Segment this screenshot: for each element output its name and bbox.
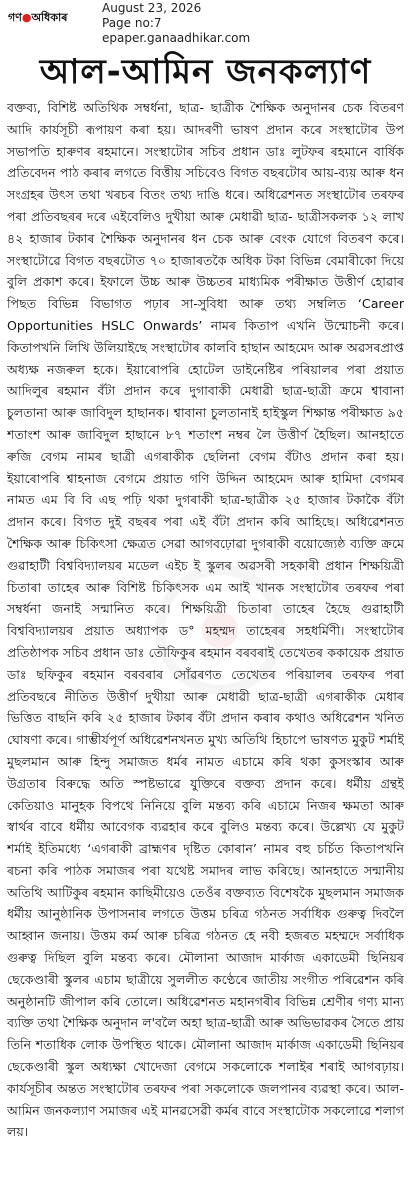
logo-text-right: অধিকাৰ	[31, 11, 68, 24]
edition-meta	[102, 1, 250, 46]
page-number: Page no:7	[102, 16, 162, 30]
article-body	[7, 97, 404, 1189]
epaper-url[interactable]: epaper.ganaadhikar.com	[102, 31, 251, 45]
logo-text-left: গণ	[8, 11, 22, 24]
masthead	[0, 0, 411, 48]
edition-date: August 23, 2026	[102, 1, 202, 15]
newspaper-logo	[8, 9, 67, 28]
logo-dot-icon: ●	[21, 11, 32, 24]
article-paragraph: বক্তব্য, বিশিষ্ট অতিথিক সম্বৰ্ধনা, ছাত্ৰ- ছাত্ৰীক শৈক্ষিক অনুদানৰ চেক বিতৰণ আদি কাৰ্যসূচী ৰূপায়ণ কৰা হয়। আদৰণী ভাষণ প্ৰদান কৰে সংস্থাটোৰ উপ সভাপতি হাৰুণৰ ৰহমানে। সংস্থাটোৰ সচিব প্ৰধান ডাঃ লুটফৰ ৰহমানে বাৰ্ষিক প্ৰতিবেদন পাঠ কৰাৰ লগতে বিত্তীয় সচিবেও বিগত বছৰটোৰ আয়-ব্যয় আৰু ধন সংগ্ৰহৰ উৎস তথা খৰচৰ বিতং তথ্য দাঙি ধৰে। অধিৱেশনত সংস্থাটোৰ তৰফৰ পৰা প্ৰতিবছৰৰ দৰে এইবেলিও দুখীয়া আৰু মেধাৱী ছাত্ৰ- ছাত্ৰীসকলক ১২ লাখ ৪২ হাজাৰ টকাৰ শৈক্ষিক অনুদানৰ ধন চেক আৰু বেংক যোগে বিতৰণ কৰে। সংস্থাটোৱে বিগত বছৰটোত ৭০ হাজাৰতকৈ অধিক টকা বিভিন্ন বেমাৰীকো দিয়ে বুলি প্ৰকাশ কৰে। ইফালে উচ্চ আৰু উচ্চতৰ মাধ্যমিক পৰীক্ষাত উত্তীৰ্ণ হোৱাৰ পিছত বিভিন্ন বিভাগত পঢ়াৰ সা-সুবিধা আৰু তথ্য সম্বলিত ‘Career Opportunities HSLC Onwards’ নামৰ কিতাপ এখনি উন্মোচনী কৰে। কিতাপখনি লিখি উলিয়াইছে সংস্থাটোৰ কালবি হাছান আহমেদ আৰু অৱসৰপ্ৰাপ্ত অধ্যক্ষ নজৰুল হকে। ইয়াৰোপৰি হোটেল ডাইনেষ্টিৰ পৰিয়ালৰ পৰা প্ৰয়াত আদিলুৰ ৰহমান বঁটা প্ৰদান কৰে দুগাবাকী মেধাৱী ছাত্ৰ-ছাত্ৰী ক্ৰমে শ্বাবানা চুলতানা আৰু জাবিদুল হাছানক। শ্বাবানা চুলতানাই হাইস্কুল শিক্ষান্ত পৰীক্ষাত ৯৫ শতাংশ আৰু জাবিদুল হাছানে ৮৭ শতাংশ নম্বৰ লৈ উত্তীৰ্ণ হৈছিল। আনহাতে ৰুজি বেগম নামৰ ছাত্ৰী এগৰাকীক ছেলিনা বেগম বঁটাও প্ৰদান কৰা হয়। ইয়াৰোপৰি শ্বাহনাজ বেগমে প্ৰয়াত গণি উদ্দিন আহমেদ আৰু হামিদা বেগমৰ নামত এম বি বি এছ পঢ়ি থকা দুগৰাকী ছাত্ৰ-ছাত্ৰীক ২৫ হাজাৰ টকাকৈ বঁটা প্ৰদান কৰে। বিগত দুই বছৰৰ পৰা এই বঁটা প্ৰদান কৰি আহিছে। অধিৱেশনত শৈক্ষিক আৰু চিকিৎসা ক্ষেত্ৰত সেৱা আগবঢ়োৱা দুগৰাকী বয়োজ্যেষ্ঠ ব্যক্তি ক্ৰমে গুৱাহাটী বিশ্ববিদ্যালয়ৰ মডেল এইচ ই স্কুলৰ অৱসৰী সহকাৰী প্ৰধান শিক্ষয়িত্ৰী চিতাৰা তাহেৰ আৰু বিশিষ্ট চিকিৎসক এম আই খানক সংস্থাটোৰ তৰফৰ পৰা সম্বৰ্ধনা জনাই সন্মানিত কৰে। শিক্ষয়িত্ৰী চিতাৰা তাহেৰ হৈছে গুৱাহাটী বিশ্ববিদ্যালয়ৰ প্ৰয়াত অধ্যাপক ড° মহম্মদ তাহেৰৰ সহধৰ্মিণী। সংস্থাটোৰ প্ৰতিষ্ঠাপক সচিব প্ৰধান ডাঃ তৌফিকুৰ ৰহমান বৰবৰাই তেখেতৰ ককায়েক প্ৰয়াত ডাঃ ছফিকুৰ ৰহমান বৰবৰাৰ সোঁৱৰণত তেখেতৰ পৰিয়ালৰ তৰফৰ পৰা প্ৰতিবছৰে নীতিত উত্তীৰ্ণ দুখীয়া আৰু মেধাৱী ছাত্ৰ-ছাত্ৰী এগৰাকীক মেধাৰ ভিত্তিত বাছনি কৰি ২৫ হাজাৰ টকাৰ বঁটা প্ৰদান কৰাৰ কথাও অধিৱেশন খনিত ঘোষণা কৰে। গাম্ভীৰ্যপূৰ্ণ অধিৱেশনখনত মুখ্য অতিথি হিচাপে ভাষণত মুকুট শৰ্মাই মুছলমান আৰু হিন্দু সমাজত ধৰ্মৰ নামত এচামে কৰি থকা কুসংস্কাৰ আৰু উগ্ৰতাৰ বিৰুদ্ধে অতি স্পষ্টভাৱে যুক্তিৰে বক্তব্য প্ৰদান কৰে। ধৰ্মীয় গ্ৰন্থই কেতিয়াও মানুহক বিপথে নিনিয়ে বুলি মন্তব্য কৰি এচামে নিজৰ ক্ষমতা আৰু স্বাৰ্থৰ বাবে ধৰ্মীয় আবেগক ব্যৱহাৰ কৰে বুলিও মন্তব্য কৰে। উল্লেখ্য যে মুকুট শৰ্মাই ইতিমধ্যে ‘এগৰাকী ব্ৰাহ্মণৰ দৃষ্টিত কোৰান’ নামৰ বহু চৰ্চিত কিতাপখনি ৰচনা কৰি পাঠক সমাজৰ পৰা যথেষ্ট সমাদৰ লাভ কৰিছে। আনহাতে সন্মানীয় অতিথি আটিকুৰ ৰহমান কাছিমীয়েও তেওঁৰ বক্তব্যত বিশেষকৈ মুছলমান সমাজক ধৰ্মীয় আনুষ্ঠানিক উপাসনাৰ লগতে উত্তম চৰিত্ৰ গঠনত সৰ্বাধিক গুৰুত্ব দিবলৈ আহ্বান জনায়। উত্তম কৰ্ম আৰু চৰিত্ৰ গঠনত হে নবী হজৰত মহম্মদে সৰ্বাধিক গুৰুত্ব দিছিল বুলি মন্তব্য কৰে। মৌলানা আজাদ মাৰ্কাজ একাডেমী ছিনিয়ৰ ছেকেণ্ডাৰী স্কুলৰ এচাম ছাত্ৰীয়ে সুললীত কণ্ঠেৰে জাতীয় সংগীত পৰিৱেশন কৰি অনুষ্ঠানটি জীপাল কৰি তোলে। অধিৱেশনত মহানগৰীৰ বিভিন্ন শ্ৰেণীৰ গণ্য মান্য ব্যক্তি তথা শৈক্ষিক অনুদান ল'বলৈ অহা ছাত্ৰ-ছাত্ৰী আৰু অভিভাৱকৰ সৈতে প্ৰায় তিনি শতাধিক লোক উপস্থিত থাকে। মৌলানা আজাদ মাৰ্কাজ একাডেমী ছিনিয়ৰ ছেকেণ্ডাৰী স্কুল অধ্যক্ষা খোদেজা বেগমে সকলোকে শলাইৰ শৰাই আগবঢ়ায়। কাৰ্যসূচীৰ অন্তত সংস্থাটোৰ তৰফৰ পৰা সকলোকে জলপানৰ ব্যৱস্থা কৰে। আল-আমিন জনকল্যাণ সমাজৰ এই মানৱসেৱী কৰ্মৰ বাবে সংস্থাটোক সকলোৱে শলাগ লয়।	[7, 100, 404, 1140]
article-headline: আল-আমিন জনকল্যাণ	[39, 52, 372, 92]
